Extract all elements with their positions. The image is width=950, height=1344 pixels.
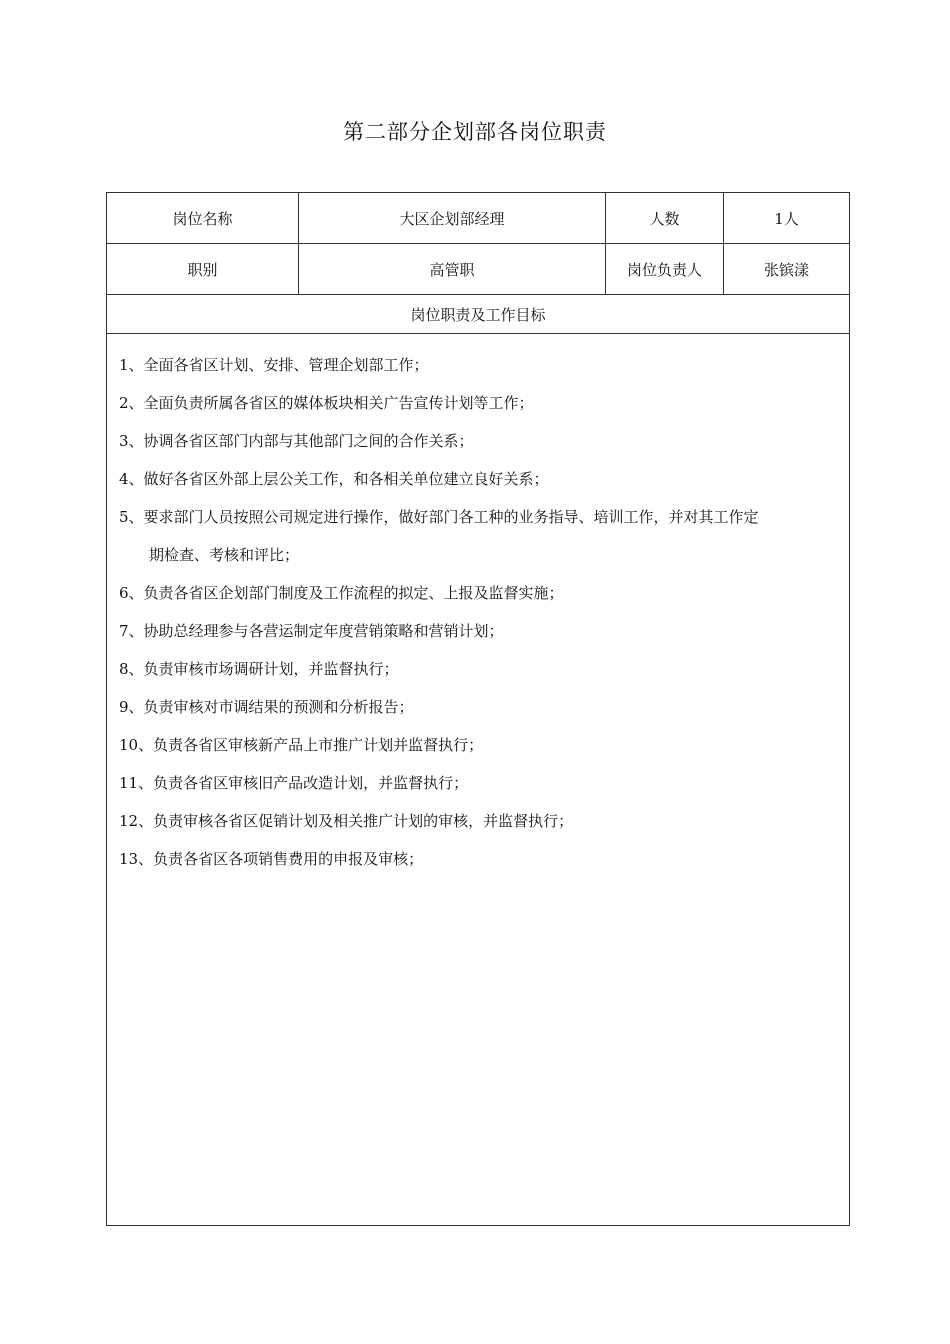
duty-text: 7、协助总经理参与各营运制定年度营销策略和营销计划； <box>119 622 504 640</box>
duty-item <box>119 384 843 422</box>
duty-item <box>119 460 843 498</box>
position-owner-label: 岗位负责人 <box>606 244 724 294</box>
section-heading-row <box>107 295 849 334</box>
duty-item <box>119 650 843 688</box>
duty-item <box>119 726 843 764</box>
job-description-table <box>106 192 850 1226</box>
duty-item <box>119 612 843 650</box>
duties-section-heading: 岗位职责及工作目标 <box>410 305 546 324</box>
rank-value: 高管职 <box>299 244 606 294</box>
duty-item <box>119 422 843 460</box>
duty-text: 2、全面负责所属各省区的媒体板块相关广告宣传计划等工作； <box>119 394 534 412</box>
position-row <box>107 193 849 244</box>
duty-text: 13、负责各省区各项销售费用的申报及审核； <box>119 850 424 868</box>
rank-label: 职别 <box>107 244 299 294</box>
duty-item <box>119 688 843 726</box>
page-title: 第二部分企划部各岗位职责 <box>343 120 607 144</box>
duty-text: 10、负责各省区审核新产品上市推广计划并监督执行； <box>119 736 484 754</box>
position-name-value: 大区企划部经理 <box>299 193 606 243</box>
duty-item <box>119 802 843 840</box>
headcount-label: 人数 <box>606 193 724 243</box>
position-owner-value: 张镔漾 <box>763 260 809 279</box>
duty-item <box>119 574 843 612</box>
duty-text: 9、负责审核对市调结果的预测和分析报告； <box>119 698 414 716</box>
duty-text: 12、负责审核各省区促销计划及相关推广计划的审核，并监督执行； <box>119 812 574 830</box>
duties-list <box>107 334 849 878</box>
duty-text: 5、要求部门人员按照公司规定进行操作，做好部门各工种的业务指导、培训工作，并对其工作定 <box>119 508 759 526</box>
duty-item <box>119 346 843 384</box>
duty-text: 8、负责审核市场调研计划，并监督执行； <box>119 660 399 678</box>
duty-text: 3、协调各省区部门内部与其他部门之间的合作关系； <box>119 432 474 450</box>
duty-item <box>119 764 843 802</box>
duty-item <box>119 840 843 878</box>
duty-text: 11、负责各省区审核旧产品改造计划，并监督执行； <box>119 774 469 792</box>
duty-item <box>119 498 843 574</box>
rank-row <box>107 244 849 295</box>
duty-text: 1、全面各省区计划、安排、管理企划部工作； <box>119 356 429 374</box>
duty-text-continuation: 期检查、考核和评比； <box>149 546 300 564</box>
position-name-label: 岗位名称 <box>107 193 299 243</box>
headcount-value: 1人 <box>774 209 799 228</box>
duty-text: 4、做好各省区外部上层公关工作，和各相关单位建立良好关系； <box>119 470 549 488</box>
duty-text: 6、负责各省区企划部门制度及工作流程的拟定、上报及监督实施； <box>119 584 564 602</box>
